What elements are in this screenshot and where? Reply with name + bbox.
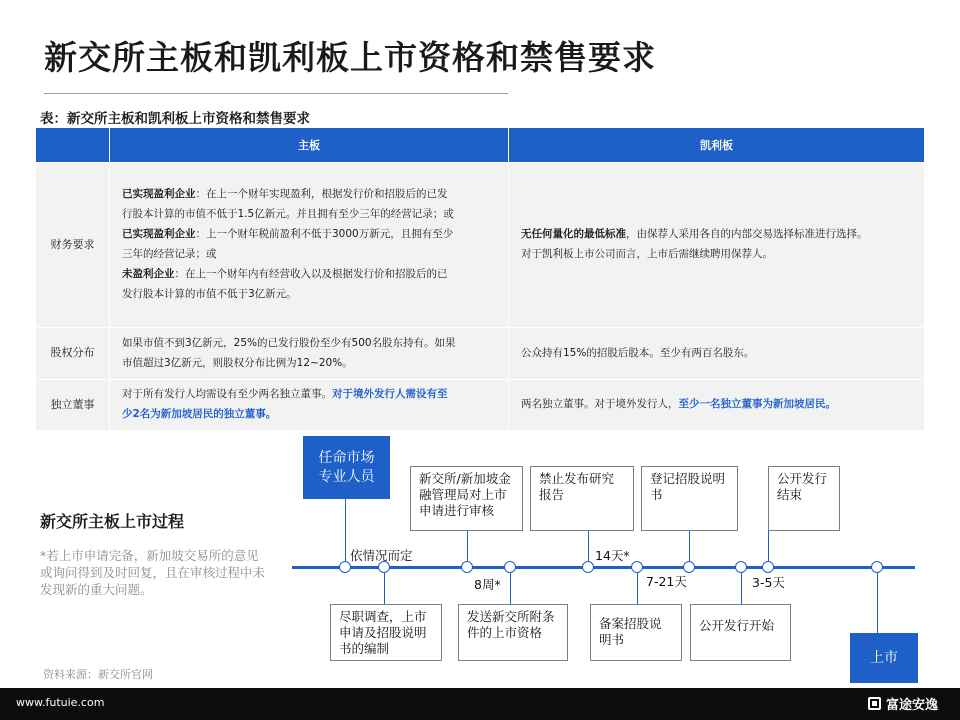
row-label-financial: 财务要求: [36, 163, 110, 328]
source-note: 资料来源：新交所官网: [43, 668, 153, 681]
timeline-node: [631, 561, 643, 573]
footer-brand: [868, 694, 938, 713]
header-catalist: 凯利板: [509, 128, 925, 163]
table-header-row: [36, 128, 925, 163]
step-listing: 上市: [850, 633, 918, 683]
title-divider: [44, 93, 508, 94]
equity-main-board-cell: 如果市值不到3亿新元，25%的已发行股份至少有500名股东持有。如果 市值超过3亿新元，则股权分布比例为12~20%。: [110, 328, 509, 380]
header-main-board: 主板: [110, 128, 509, 163]
step-offer-close: 公开发行结束: [768, 466, 840, 531]
financial-catalist-cell: 无任何量化的最低标准，由保荐人采用各自的内部交易选择标准进行选择。 对于凯利板上市公司而言，上市后需继续聘用保荐人。: [509, 163, 925, 328]
independent-catalist-cell: 两名独立董事。对于境外发行人，至少一名独立董事为新加坡居民。: [509, 380, 925, 431]
header-blank: [36, 128, 110, 163]
step-offer-start: 公开发行开始: [690, 604, 791, 661]
timeline-node: [762, 561, 774, 573]
step-appoint-professionals: 任命市场专业人员: [303, 436, 390, 499]
timeline-node: [504, 561, 516, 573]
step-review: 新交所/新加坡金融管理局对上市申请进行审核: [410, 466, 523, 531]
page-title: 新交所主板和凯利板上市资格和禁售要求: [44, 38, 656, 77]
duration-label-7-21-days: 7-21天: [646, 574, 687, 589]
duration-label-3-5-days: 3-5天: [752, 575, 785, 590]
table-caption: 表：新交所主板和凯利板上市资格和禁售要求: [40, 111, 310, 127]
independent-main-board-cell: 对于所有发行人均需设有至少两名独立董事。对于境外发行人需设有至 少2名为新加坡居民的独立董事。: [110, 380, 509, 431]
timeline-node: [735, 561, 747, 573]
row-label-equity: 股权分布: [36, 328, 110, 380]
table-row: [36, 163, 925, 328]
connector-listing: [877, 567, 878, 633]
step-research-ban: 禁止发布研究报告: [530, 466, 634, 531]
process-title: 新交所主板上市过程: [40, 512, 185, 531]
process-footnote: *若上市申请完备，新加坡交易所的意见或询问得到及时回复，且在审核过程中未发现新的重大问题。: [40, 548, 266, 597]
table-row: [36, 380, 925, 431]
footer-url: www.futuie.com: [16, 696, 105, 709]
step-file-prospectus: 备案招股说明书: [590, 604, 682, 661]
connector-appoint: [345, 499, 346, 567]
financial-main-board-cell: 已实现盈利企业：在上一个财年实现盈利，根据发行价和招股后的已发 行股本计算的市值不低于1.5亿新元。并且拥有至少三年的经营记录；或 已实现盈利企业：上一个财年税前盈利不低于3000万新元，且拥有至少 三年的经营记录；或 未盈利企业：在上一个财年内有经营收入以及根据发行价和招股后的已 发行股本计算的市值不低于3亿新元。: [110, 163, 509, 328]
step-conditional-letter: 发送新交所附条件的上市资格: [458, 604, 568, 661]
brand-name: 富途安逸: [885, 698, 938, 713]
duration-label-14-days: 14天*: [595, 548, 630, 563]
step-due-diligence: 尽职调查，上市申请及招股说明书的编制: [330, 604, 442, 661]
duration-label-depends: 依情况而定: [350, 548, 413, 563]
table-row: [36, 328, 925, 380]
timeline-node: [582, 561, 594, 573]
timeline-node: [871, 561, 883, 573]
step-register-prospectus: 登记招股说明书: [641, 466, 738, 531]
row-label-independent: 独立董事: [36, 380, 110, 431]
footer-bar: [0, 688, 960, 720]
timeline-node: [461, 561, 473, 573]
equity-catalist-cell: 公众持有15%的招股后股本。至少有两百名股东。: [509, 328, 925, 380]
requirements-table: [35, 127, 925, 431]
duration-label-8-weeks: 8周*: [474, 577, 501, 592]
futu-logo-icon: [868, 697, 881, 710]
